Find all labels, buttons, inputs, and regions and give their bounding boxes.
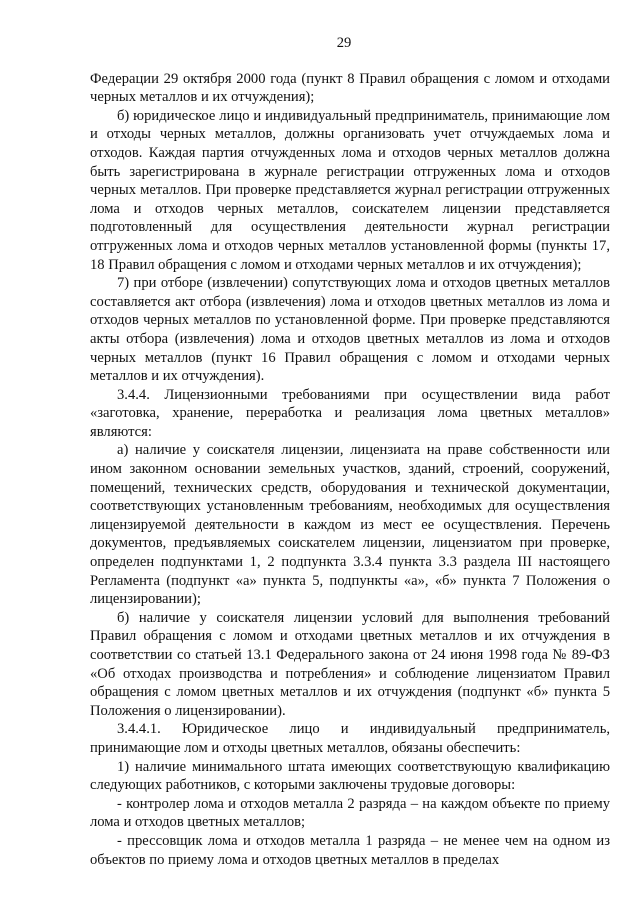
paragraph-continuation: Федерации 29 октября 2000 года (пункт 8 Правил обращения с ломом и отходами черных металлов и их отчуждения); xyxy=(90,70,610,106)
paragraph-dash-controller: - контролер лома и отходов металла 2 разряда – на каждом объекте по приему лома и отходов цветных металлов; xyxy=(90,795,610,831)
paragraph-item-b-ferrous-accounting: б) юридическое лицо и индивидуальный предприниматель, принимающие лом и отходы черных металлов, должны организовать учет отчуждаемых лома и отходов. Каждая партия отчужденных лома и отходов черных металлов должна быть зарегистрирована в журнале регистрации отгруженных лома и отходов черных металлов. При проверке представляется журнал регистрации отгруженных лома и отходов черных металлов, соискателем лицензии представляется подготовленный для осуществления деятельности журнал регистрации отгруженных лома и отходов черных металлов установленной формы (пункты 17, 18 Правил обращения с ломом и отходами черных металлов и их отчуждения); xyxy=(90,107,610,273)
paragraph-item-1-staff: 1) наличие минимального штата имеющих соответствующую квалификацию следующих работников, с которыми заключены трудовые договоры: xyxy=(90,758,610,794)
paragraph-item-a-ownership: а) наличие у соискателя лицензии, лицензиата на праве собственности или ином законном основании земельных участков, зданий, строений, сооружений, помещений, технических средств, оборудования и технической документации, соответствующих установленным требованиям, необходимых для осуществления лицензируемой деятельности в каждом из мест ее осуществления. Перечень документов, предъявляемых соискателем лицензии, лицензиатом при проверке, определен подпунктами 1, 2 подпункта 3.3.4 пункта 3.3 раздела III настоящего Регламента (подпункт «а» пункта 5, подпункты «а», «б» пункта 7 Положения о лицензировании); xyxy=(90,442,610,608)
paragraph-3-4-4: 3.4.4. Лицензионными требованиями при осуществлении вида работ «заготовка, хранение, переработка и реализация лома цветных металлов» являются: xyxy=(90,386,610,440)
page-number: 29 xyxy=(336,35,352,51)
paragraph-dash-press-operator: - прессовщик лома и отходов металла 1 разряда – не менее чем на одном из объектов по приему лома и отходов цветных металлов в пределах xyxy=(90,832,610,868)
paragraph-3-4-4-1: 3.4.4.1. Юридическое лицо и индивидуальный предприниматель, принимающие лом и отходы цветных металлов, обязаны обеспечить: xyxy=(90,721,610,756)
paragraph-item-b-conditions: б) наличие у соискателя лицензии условий для выполнения требований Правил обращения с ломом и отходами цветных металлов и их отчуждения в соответствии со статьей 13.1 Федерального закона от 24 июня 1998 года № 89-ФЗ «Об отходах производства и потребления» и соблюдение лицензиатом Правил обращения с ломом цветных металлов и их отчуждения (подпункт «б» пункта 5 Положения о лицензировании). xyxy=(90,609,610,719)
paragraph-item-7-selection-act: 7) при отборе (извлечении) сопутствующих лома и отходов цветных металлов составляется акт отбора (извлечения) лома и отходов цветных металлов из лома и отходов черных металлов по установленной форме. При проверке представляются акты отбора (извлечения) лома и отходов цветных металлов из лома и отходов черных металлов (пункт 16 Правил обращения с ломом и отходами черных металлов и их отчуждения). xyxy=(90,275,610,385)
